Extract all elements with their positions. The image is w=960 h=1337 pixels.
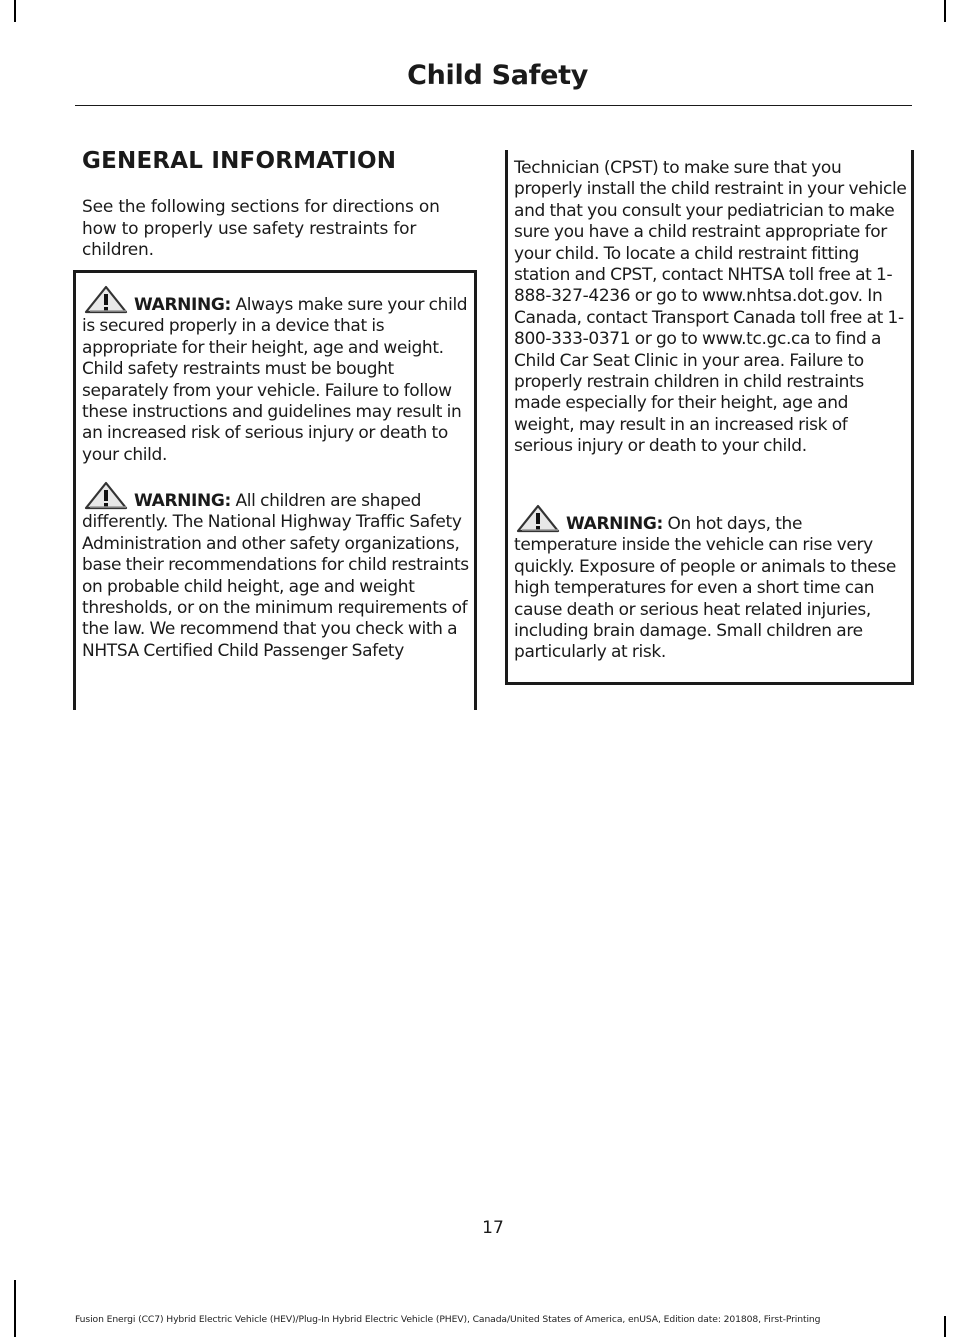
crop-mark	[14, 1280, 16, 1337]
warning-block	[514, 503, 908, 664]
crop-mark	[14, 0, 16, 22]
warning-block	[82, 480, 474, 662]
intro-paragraph: See the following sections for directions on how to properly use safety restraints for children.	[82, 197, 440, 260]
warning-triangle-icon	[514, 503, 564, 533]
header-divider	[75, 105, 912, 106]
warning-block	[82, 284, 474, 466]
warning-label: WARNING:	[134, 491, 231, 511]
warning-label: WARNING:	[566, 514, 663, 534]
page-title: Child Safety	[407, 60, 588, 91]
crop-mark	[944, 0, 946, 22]
warning-triangle-icon	[82, 480, 132, 510]
warning-text: On hot days, the temperature inside the vehicle can rise very quickly. Exposure of people or animals to these high temperatures for even a short time can cause death or serious heat related injuries, including brain damage. Small children are particularly at risk.	[514, 514, 896, 663]
crop-mark	[944, 1316, 946, 1337]
warning-text: All children are shaped differently. The National Highway Traffic Safety Administration and other safety organizations, base their recommendations for child restraints on probable child height, age and weight thresholds, or on the minimum requirements of the law. We recommend that you check with a NHTSA Certified Child Passenger Safety	[82, 491, 469, 661]
warning-continuation: Technician (CPST) to make sure that you properly install the child restraint in your vehicle and that you consult your pediatrician to make sure you have a child restraint appropriate for your child. To locate a child restraint fitting station and CPST, contact NHTSA toll free at 1-888-327-4236 or go to www.nhtsa.dot.gov. In Canada, contact Transport Canada toll free at 1-800-333-0371 or go to www.tc.gc.ca to find a Child Car Seat Clinic in your area. Failure to properly restrain children in child restraints made especially for their height, age and weight, may result in an increased risk of serious injury or death to your child.	[514, 158, 907, 457]
page-number: 17	[482, 1218, 504, 1238]
footer-text: Fusion Energi (CC7) Hybrid Electric Vehicle (HEV)/Plug-In Hybrid Electric Vehicle (PHEV), Canada/United States of America, enUSA, Edition date: 201808, First-Printing	[75, 1314, 821, 1325]
warning-text: Always make sure your child is secured properly in a device that is appropriate for their height, age and weight. Child safety restraints must be bought separately from your vehicle. Failure to follow these instructions and guidelines may result in an increased risk of serious injury or death to your child.	[82, 295, 468, 465]
warning-label: WARNING:	[134, 295, 231, 315]
section-heading: GENERAL INFORMATION	[82, 148, 397, 174]
warning-triangle-icon	[82, 284, 132, 314]
